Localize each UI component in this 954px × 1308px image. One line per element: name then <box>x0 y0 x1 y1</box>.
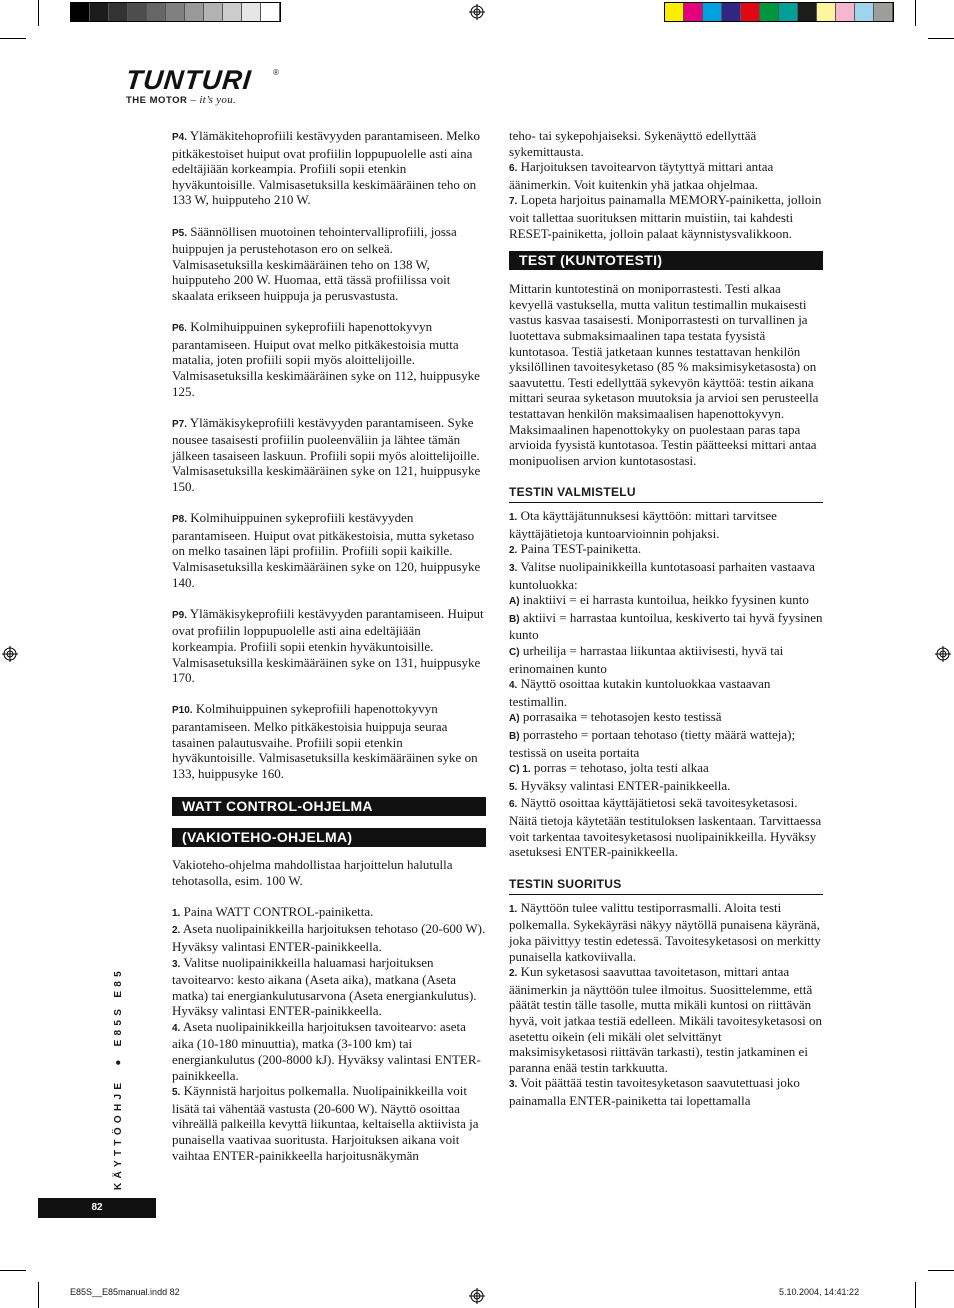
crop-mark <box>915 1282 916 1308</box>
item-text: porrasaika = tehotasojen kesto testissä <box>522 709 722 725</box>
list-item <box>509 964 823 1075</box>
item-text: Kun syketasosi saavuttaa tavoitetason, mittari antaa äänimerkin ja näyttöön tulee ilmoitus. Suosittelemme, että päätät testin tälle tasolle, mutta mikäli kuntosi on riittävän hyvä, voit jatkaa testiä edelleen. Mikäli tavoitesyketasosi on asetettu oikein (eli mikäli olet selvittänyt maksimisyketasosi riittävän tarkasti), testin jatkaminen ei paranna enää testin tarkkuutta. <box>509 964 822 1075</box>
item-number: 3. <box>509 563 518 575</box>
item-number: 1. <box>172 907 181 919</box>
logo-tagline <box>126 94 251 106</box>
list-item <box>509 192 823 241</box>
item-number: P5. <box>172 227 188 239</box>
list-item <box>509 760 823 778</box>
section-banner-test: TEST (KUNTOTESTI) <box>509 251 823 270</box>
item-text: Ota käyttäjätunnuksesi käyttöön: mittari tarvitsee käyttäjätietoja kuntoarvioinnin pohjaksi. <box>509 508 777 541</box>
color-swatch <box>874 3 893 21</box>
footer-filename: E85S__E85manual.indd 82 <box>70 1287 180 1297</box>
list-item <box>509 778 823 796</box>
right-column <box>509 128 823 1108</box>
item-number: 2. <box>509 968 518 980</box>
color-swatch <box>242 3 261 21</box>
profile-p10 <box>172 701 486 781</box>
item-number: 4. <box>172 1022 181 1034</box>
profile-p5 <box>172 224 486 304</box>
color-swatch <box>798 3 817 21</box>
profile-p9 <box>172 606 486 686</box>
color-swatch <box>223 3 242 21</box>
item-text: porras = tehotaso, jolta testi alkaa <box>533 760 709 776</box>
list-item <box>172 921 486 954</box>
registered-mark: ® <box>273 68 279 77</box>
color-swatch <box>703 3 722 21</box>
item-text: porrasteho = portaan tehotaso (tietty määrä watteja); testissä on useita portaita <box>509 727 796 760</box>
list-item <box>509 727 823 760</box>
section-banner-watt-control: WATT CONTROL-OHJELMA <box>172 797 486 816</box>
left-column <box>172 128 486 1163</box>
color-swatch <box>128 3 147 21</box>
subheading-testin-suoritus: TESTIN SUORITUS <box>509 876 823 895</box>
item-text: Aseta nuolipainikkeilla harjoituksen tavoitearvo: aseta aika (10-180 minuuttia), matka (3-100 km) tai energiankulutus (200-8000 kJ). Hyväksy valintasi ENTER-painikkeella. <box>172 1018 481 1083</box>
crop-mark <box>915 0 916 26</box>
item-text: Ylämäkisykeprofiili kestävyyden parantamiseen. Huiput ovat profiilin loppupuolelle asti aina edeltäjiään korkeampia. Profiili sopii etenkin hyväkuntoisille. Valmisasetuksilla keskimääräinen syke on 131, huippusyke 170. <box>172 605 484 686</box>
item-number: P10. <box>172 705 193 717</box>
logo-wordmark: TUNTURI <box>124 65 254 95</box>
sidebar-title: KÄYTTÖOHJE <box>113 1078 124 1190</box>
item-text: Valitse nuolipainikkeilla kuntotasoasi parhaiten vastaava kuntoluokka: <box>509 559 815 592</box>
item-number: C) 1. <box>509 764 531 776</box>
item-number: B) <box>509 613 520 625</box>
item-text: inaktiivi = ei harrasta kuntoilua, heikko fyysinen kunto <box>522 592 809 608</box>
color-swatch <box>71 3 90 21</box>
item-number: 2. <box>172 925 181 937</box>
crop-mark <box>0 1270 26 1271</box>
item-text: Lopeta harjoitus painamalla MEMORY-painiketta, jolloin voit tallettaa suorituksen mittarin muistiin, tai kahdesti RESET-painiketta, jolloin palaat käynnistysvalikkoon. <box>509 192 822 241</box>
sidebar-model: E85S E85 <box>113 966 124 1047</box>
list-item <box>509 795 823 859</box>
list-item <box>509 541 823 559</box>
list-item <box>172 1083 486 1163</box>
item-number: 2. <box>509 545 518 557</box>
list-item <box>509 592 823 610</box>
crop-mark <box>0 38 26 39</box>
color-swatch <box>166 3 185 21</box>
item-text: Kolmihuippuinen sykeprofiili kestävyyden parantamiseen. Huiput ovat pitkäkestoisia, mutta syketaso on melko tasainen läpi profiilin. Profiili sopii kaikille. Valmisasetuksilla keskimääräinen syke on 120, huippusyke 140. <box>172 510 481 590</box>
crop-mark <box>38 1282 39 1308</box>
item-number: P4. <box>172 132 188 143</box>
item-number: 6. <box>509 799 518 811</box>
tagline-italic: – it’s you. <box>190 94 237 106</box>
list-item <box>509 559 823 592</box>
item-number: P8. <box>172 514 188 526</box>
sidebar-bullet: ● <box>113 1059 124 1066</box>
item-number: 4. <box>509 680 518 692</box>
item-number: 5. <box>172 1087 181 1099</box>
registration-mark-icon <box>469 1288 485 1304</box>
item-text: Hyväksy valintasi ENTER-painikkeella. <box>520 777 731 793</box>
item-number: 3. <box>172 958 181 970</box>
color-swatch <box>760 3 779 21</box>
item-text: Käynnistä harjoitus polkemalla. Nuolipainikkeilla voit lisätä tai vähentää vastusta (20-600 W). Näyttö osoittaa vihreällä palkeilla kevyttä liikuntaa, keltaisella aktiivista ja punaisella vaativaa suoritusta. Harjoituksen aikana voit vaihtaa ENTER-painikkeella harjoitusnäkymän <box>172 1083 479 1163</box>
item-text: Aseta nuolipainikkeilla harjoituksen tehotaso (20-600 W). Hyväksy valintasi ENTER-painikkeella. <box>172 921 486 954</box>
item-text: aktiivi = harrastaa kuntoilua, keskiverto tai hyvä fyysinen kunto <box>509 609 823 643</box>
color-swatch <box>722 3 741 21</box>
item-text: Säännöllisen muotoinen tehointervalliprofiili, jossa huippujen ja perustehotason ero on selkeä. Valmisasetuksilla keskimääräinen teho on 138 W, huipputeho 200 W. Huomaa, että tässä profiilissa voit skaalata erikseen huippuja ja perusvastusta. <box>172 223 457 303</box>
registration-mark-icon <box>935 646 951 662</box>
color-swatch <box>109 3 128 21</box>
list-item <box>172 955 486 1019</box>
color-swatch <box>817 3 836 21</box>
program-steps-list <box>509 159 823 241</box>
color-swatch <box>665 3 684 21</box>
item-number: P9. <box>172 609 188 621</box>
valmistelu-steps-list <box>509 508 823 859</box>
item-text: Paina WATT CONTROL-painiketta. <box>183 903 374 919</box>
list-item <box>509 709 823 727</box>
item-text: urheilija = harrastaa liikuntaa aktiivisesti, hyvä tai erinomainen kunto <box>509 643 784 676</box>
subheading-testin-valmistelu: TESTIN VALMISTELU <box>509 484 823 503</box>
color-swatch <box>185 3 204 21</box>
item-text: Paina TEST-painiketta. <box>520 541 642 557</box>
profile-p8 <box>172 510 486 590</box>
item-number: A) <box>509 596 520 608</box>
continued-text: teho- tai sykepohjaiseksi. Sykenäyttö edellyttää sykemittausta. <box>509 128 757 159</box>
registration-mark-icon <box>469 4 485 20</box>
footer-timestamp: 5.10.2004, 14:41:22 <box>779 1287 860 1297</box>
crop-mark <box>928 38 954 39</box>
color-swatch <box>741 3 760 21</box>
list-item <box>509 676 823 709</box>
item-text: Ylämäkitehoprofiili kestävyyden parantamiseen. Melko pitkäkestoiset huiput ovat profiilin loppupuolelle asti aina edeltäjiään korkeampia. Profiili sopii etenkin hyväkuntoisille. Valmisasetuksilla keskimääräinen teho on 133 W, huipputeho 210 W. <box>172 128 481 208</box>
color-swatch <box>779 3 798 21</box>
suoritus-steps-list <box>509 900 823 1109</box>
page-number: 82 <box>38 1198 156 1218</box>
crop-mark <box>38 0 39 26</box>
color-swatch <box>90 3 109 21</box>
list-item <box>172 1019 486 1083</box>
profile-p4 <box>172 128 486 208</box>
item-number: 3. <box>509 1079 518 1091</box>
color-swatch <box>684 3 703 21</box>
profile-p6 <box>172 319 486 399</box>
item-number: P7. <box>172 418 188 430</box>
list-item <box>172 904 486 922</box>
item-number: 6. <box>509 163 518 175</box>
profile-p7 <box>172 415 486 495</box>
list-item <box>509 900 823 964</box>
grayscale-color-bar <box>70 2 281 22</box>
list-item <box>509 159 823 192</box>
item-text: Näyttö osoittaa käyttäjätietosi sekä tavoitesyketasosi. Näitä tietoja käytetään testituloksen laskentaan. Tarvittaessa voit tarkentaa tavoitesyketasosi nuolipainikkeilla. Hyväksy asetuksesi ENTER-painikkeella. <box>509 795 822 860</box>
list-item <box>509 508 823 541</box>
item-number: 7. <box>509 196 518 208</box>
item-text: Ylämäkisykeprofiili kestävyyden parantamiseen. Syke nousee tasaisesti profiilin puoleenväliin ja lähtee tämän jälkeen tasaiseen laskuun. Profiili sopii myös aloittelijoille. Valmisasetuksilla keskimääräinen syke on 121, huippusyke 150. <box>172 414 481 495</box>
tagline-bold: THE MOTOR <box>126 95 188 106</box>
color-swatch <box>261 3 280 21</box>
process-color-bar <box>664 2 894 22</box>
item-number: 1. <box>509 512 518 524</box>
item-text: Harjoituksen tavoitearvon täytyttyä mittari antaa äänimerkin. Voit kuitenkin yhä jatkaa ohjelmaa. <box>509 159 774 192</box>
item-text: Valitse nuolipainikkeilla haluamasi harjoituksen tavoitearvo: kesto aikana (Aseta aika), matkana (Aseta matka) tai energiankulutusarvona (Aseta energiankulutus). Hyväksy valintasi ENTER-painikkeella. <box>172 954 477 1019</box>
item-number: 1. <box>509 903 518 915</box>
item-number: 5. <box>509 781 518 793</box>
color-swatch <box>836 3 855 21</box>
tunturi-logo <box>124 65 279 106</box>
color-swatch <box>147 3 166 21</box>
color-swatch <box>855 3 874 21</box>
section-banner-vakioteho: (VAKIOTEHO-OHJELMA) <box>172 828 486 847</box>
item-text: Näyttö osoittaa kutakin kuntoluokkaa vastaavan testimallin. <box>509 676 771 709</box>
registration-mark-icon <box>2 646 18 662</box>
item-number: P6. <box>172 323 188 335</box>
item-number: A) <box>509 713 520 725</box>
item-text: Voit päättää testin tavoitesyketason saavutettuasi joko painamalla ENTER-painiketta tai lopettamalla <box>509 1075 800 1108</box>
crop-mark <box>928 1270 954 1271</box>
sidebar-manual-label <box>113 967 124 1190</box>
watt-intro: Vakioteho-ohjelma mahdollistaa harjoittelun halutulla tehotasolla, esim. 100 W. <box>172 856 453 888</box>
watt-steps-list <box>172 904 486 1164</box>
item-number: B) <box>509 731 520 742</box>
item-text: Näyttöön tulee valittu testiporrasmalli. Aloita testi polkemalla. Sykekäyräsi näkyy näytöllä punaisena käyränä, joka päivittyy testin edetessä. Tavoitesyketasosi on merkitty punaisella katkoviivalla. <box>509 899 821 964</box>
list-item <box>509 610 823 643</box>
item-text: Kolmihuippuinen sykeprofiili hapenottokyvyn parantamiseen. Huiput ovat melko pitkäkestoisia mutta matalia, joten profiili sopii myös aloittelijoille. Valmisasetuksilla keskimääräinen syke on 112, huippusyke 125. <box>172 319 480 399</box>
item-number: C) <box>509 647 520 659</box>
item-text: Kolmihuippuinen sykeprofiili hapenottokyvyn parantamiseen. Melko pitkäkestoisia huippuja seuraa tasainen palautusvaihe. Profiili sopii etenkin hyväkuntoisille. Valmisasetuksilla keskimääräinen syke on 133, huippusyke 160. <box>172 701 478 781</box>
list-item <box>509 643 823 676</box>
list-item <box>509 1075 823 1108</box>
color-swatch <box>204 3 223 21</box>
test-intro: Mittarin kuntotestinä on moniporrastesti. Testi alkaa kevyellä vastuksella, mutta valitun testimallin mukaisesti vastus kasvaa tasaisesti. Moniporrastesti on turvallinen ja luotettava submaksimaalinen tapa testata fyysistä kuntotasoa. Testiä jatketaan kunnes testattavan henkilön yksilöllinen tavoitesyketaso (85 % maksimisyketasosta) on saavutettu. Testi edellyttää sykevyön käyttöä: testin aikana mittari seuraa syketason muutoksia ja arvioi sen perusteella testattavan henkilön maksimaalisen hapenottokyvyn. Maksimaalinen hapenottokyky on puolestaan paras tapa arvioida fyysistä kuntotasoa. Testin päätteeksi mittari antaa monipuolisen arvion kuntotasostasi. <box>509 281 819 468</box>
